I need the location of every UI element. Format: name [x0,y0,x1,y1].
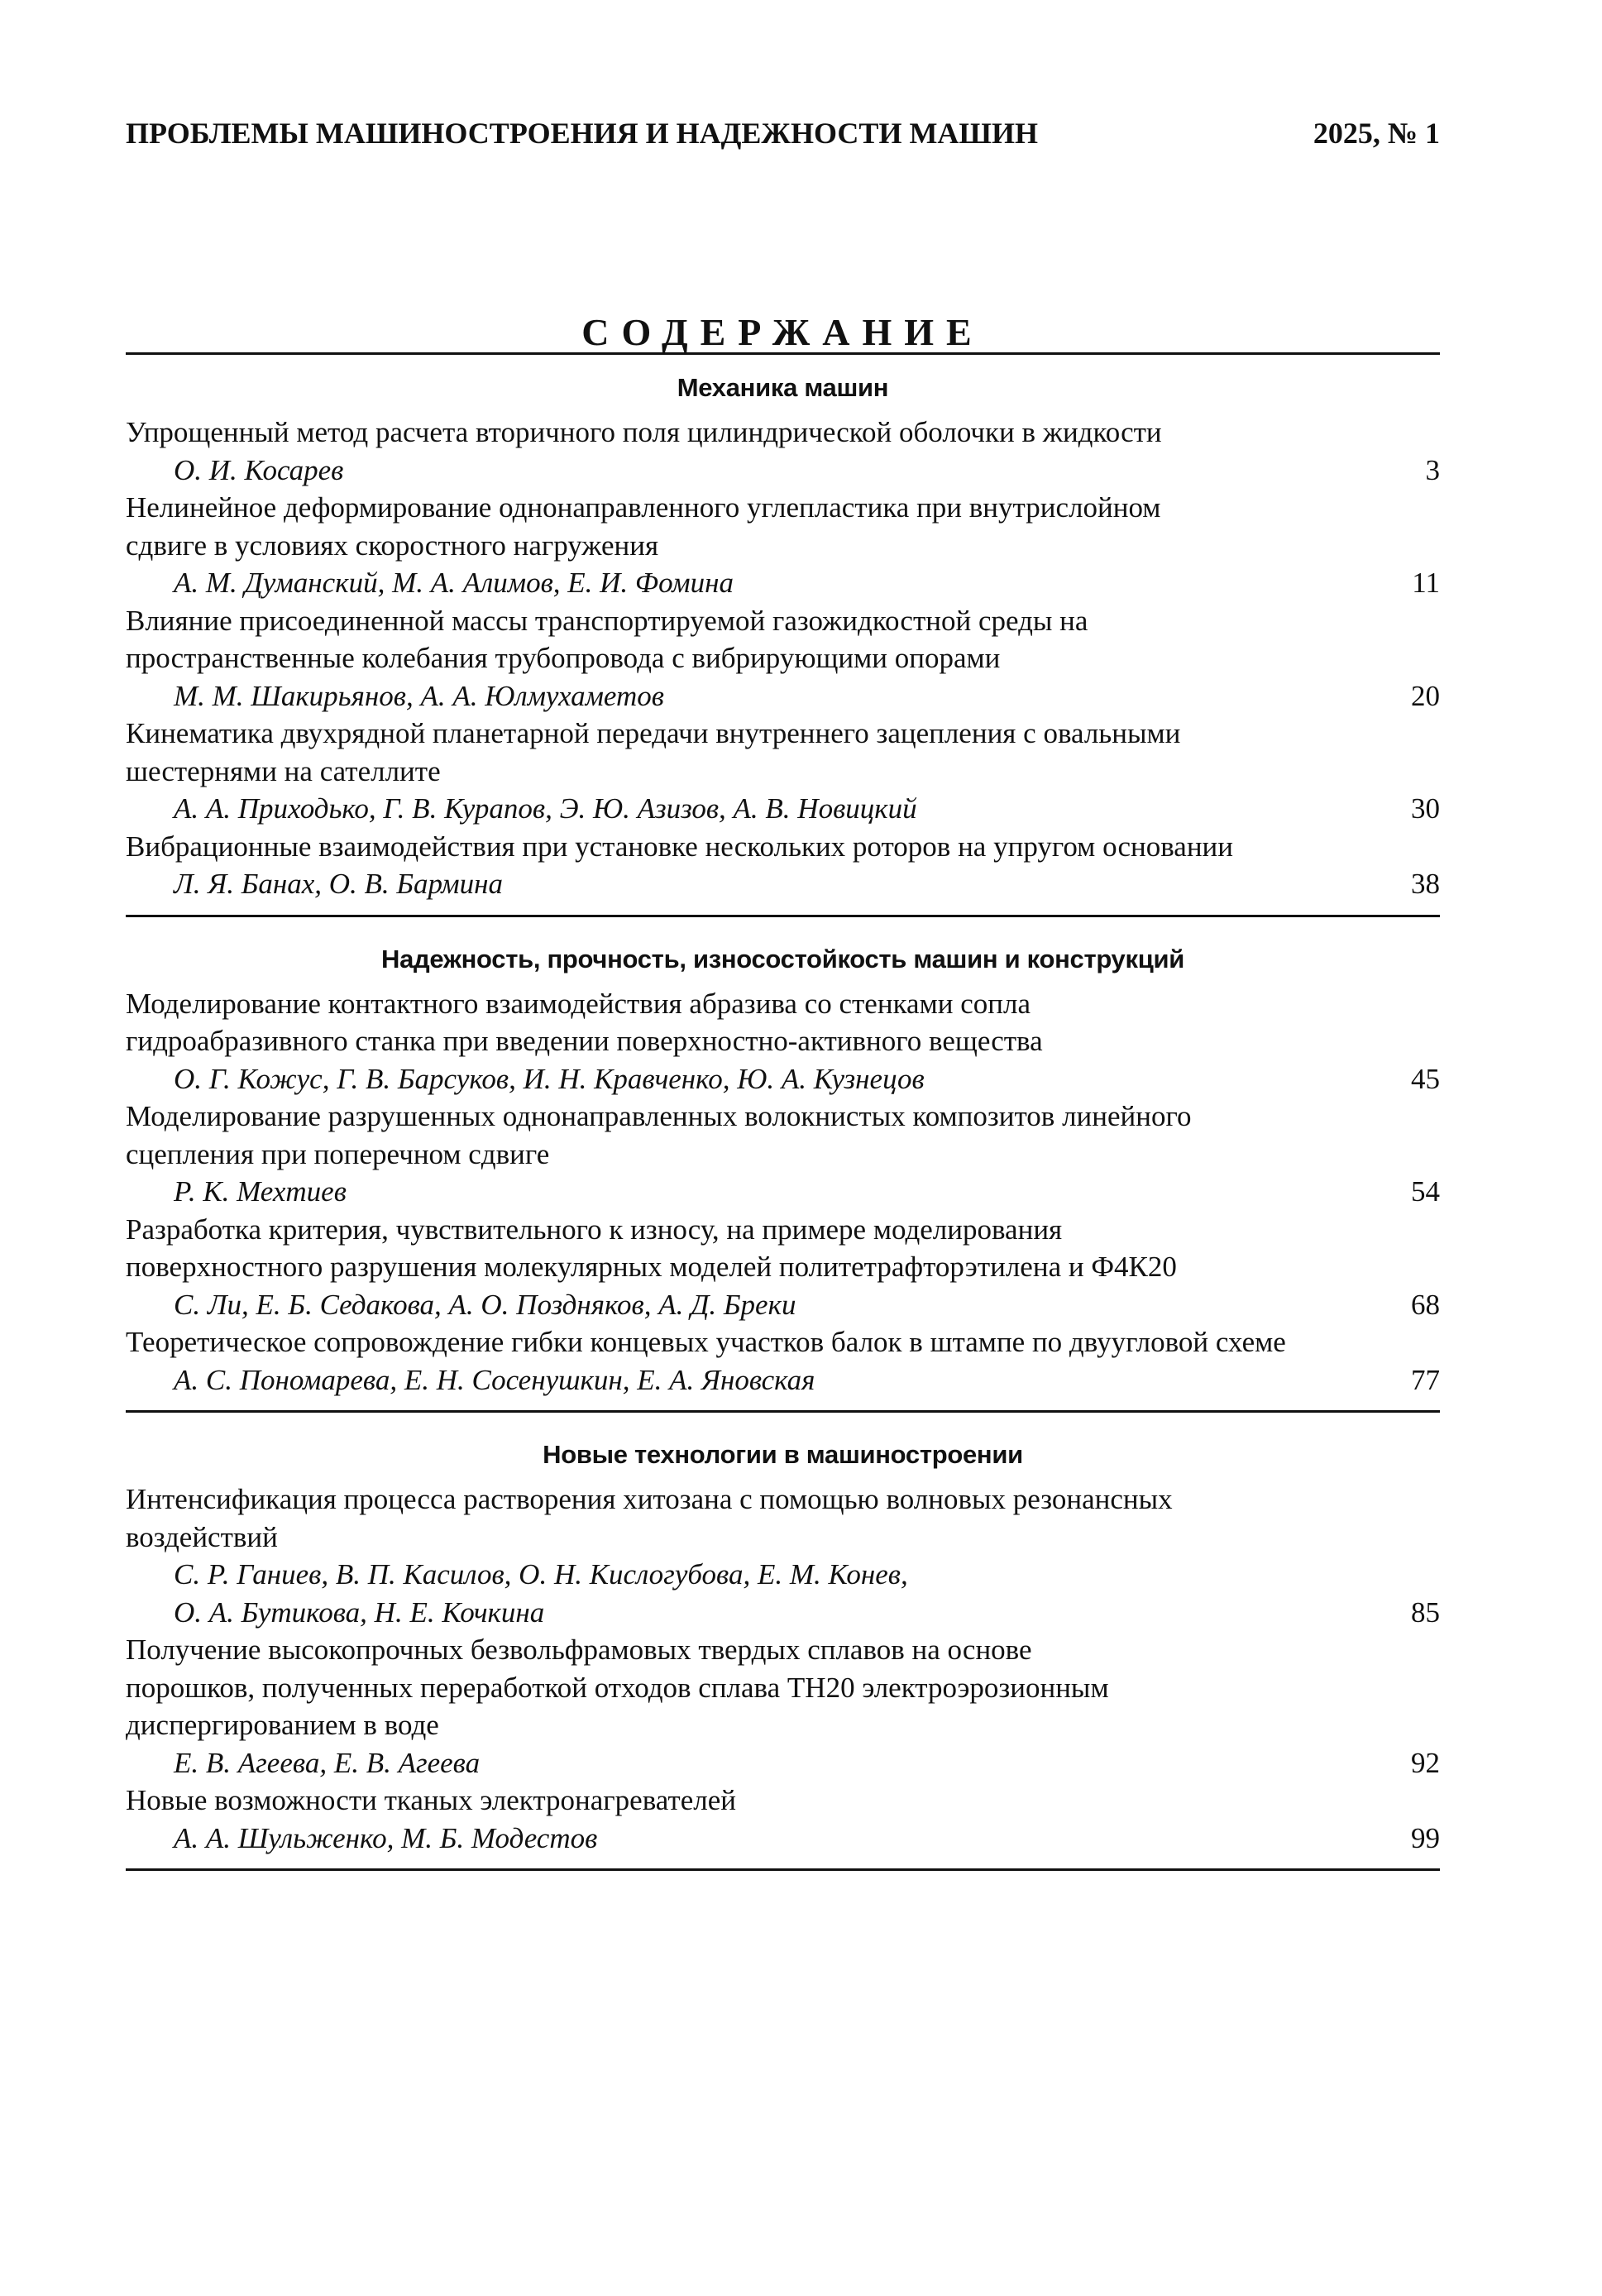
authors-row [126,1286,1440,1324]
section-title: Новые технологии в машиностроении [543,1440,1023,1469]
section-new-technologies [126,1437,1440,1871]
journal-title: ПРОБЛЕМЫ МАШИНОСТРОЕНИЯ И НАДЕЖНОСТИ МАШИН [126,117,1038,150]
toc-entry[interactable] [126,715,1440,828]
authors-row [126,452,1440,490]
heading-rule [126,352,1440,355]
page-number: 92 [1411,1746,1440,1779]
article-authors: С. Ли, Е. Б. Седакова, А. О. Поздняков, А. Д. Бреки [174,1288,796,1321]
authors-row [126,1556,1440,1631]
page-number: 85 [1411,1595,1440,1629]
issue-number: 2025, № 1 [1313,117,1440,150]
page-number: 68 [1411,1288,1440,1321]
running-head [126,112,1440,154]
article-authors: А. А. Шульженко, М. Б. Модестов [174,1821,598,1854]
page-number: 45 [1411,1062,1440,1095]
toc-entry[interactable] [126,828,1440,903]
section-rule [126,1410,1440,1413]
article-authors: Е. В. Агеева, Е. В. Агеева [174,1746,481,1779]
authors-row [126,1173,1440,1211]
page-number: 38 [1411,868,1440,900]
section-rule [126,915,1440,917]
authors-row [126,1361,1440,1399]
toc-entry[interactable] [126,1211,1440,1324]
toc-entry[interactable] [126,1323,1440,1399]
toc-entry[interactable] [126,414,1440,489]
article-authors: А. М. Думанский, М. А. Алимов, Е. И. Фомина [174,567,734,599]
article-title: Упрощенный метод расчета вторичного поля цилиндрической оболочки в жидкости [126,416,1162,448]
article-authors: М. М. Шакирьянов, А. А. Юлмухаметов [174,679,664,712]
authors-row [126,790,1440,828]
toc-entry[interactable] [126,1782,1440,1857]
article-title: Получение высокопрочных безвольфрамовых твердых сплавов на основе порошков, полученных переработкой отходов сплава ТН20 электроэрозионным диспергированием в воде [126,1634,1109,1741]
authors-row [126,865,1440,903]
page-number: 54 [1411,1175,1440,1208]
authors-row [126,1820,1440,1858]
page-number: 20 [1411,679,1440,712]
authors-row [126,1060,1440,1098]
article-authors: С. Р. Ганиев, В. П. Касилов, О. Н. Кислогубова, Е. М. Конев, О. А. Бутикова, Н. Е. Кочкина [174,1558,908,1629]
authors-row [126,564,1440,602]
article-authors: О. Г. Кожус, Г. В. Барсуков, И. Н. Кравченко, Ю. А. Кузнецов [174,1062,925,1095]
article-title: Моделирование разрушенных однонаправленных волокнистых композитов линейного сцепления при поперечном сдвиге [126,1100,1192,1170]
article-title: Разработка критерия, чувствительного к износу, на примере моделирования поверхностного разрушения молекулярных моделей политетрафторэтилена и Ф4К20 [126,1213,1177,1283]
authors-row [126,1744,1440,1782]
article-title: Влияние присоединенной массы транспортируемой газожидкостной среды на пространственные колебания трубопровода с вибрирующими опорами [126,604,1088,674]
toc-entry[interactable] [126,985,1440,1098]
authors-row [126,677,1440,715]
article-title: Нелинейное деформирование однонаправленного углепластика при внутрислойном сдвиге в условиях скоростного нагружения [126,491,1161,562]
page-number: 3 [1425,453,1440,486]
article-title: Теоретическое сопровождение гибки концевых участков балок в штампе по двуугловой схеме [126,1326,1286,1358]
article-authors: А. С. Пономарева, Е. Н. Сосенушкин, Е. А. Яновская [174,1363,815,1396]
toc-entry[interactable] [126,1631,1440,1782]
table-of-contents [126,371,1440,1871]
article-authors: А. А. Приходько, Г. В. Курапов, Э. Ю. Азизов, А. В. Новицкий [174,792,917,825]
section-reliability [126,942,1440,1413]
article-authors: Л. Я. Банах, О. В. Бармина [174,868,504,900]
page-number: 77 [1411,1363,1440,1396]
article-title: Моделирование контактного взаимодействия абразива со стенками сопла гидроабразивного станка при введении поверхностно-активного вещества [126,987,1043,1057]
toc-entry[interactable] [126,602,1440,715]
section-mechanics [126,371,1440,917]
article-title: Новые возможности тканых электронагревателей [126,1784,736,1816]
article-authors: О. И. Косарев [174,453,344,486]
page-number: 30 [1411,792,1440,825]
section-title: Надежность, прочность, износостойкость машин и конструкций [381,944,1184,973]
article-title: Вибрационные взаимодействия при установке нескольких роторов на упругом основании [126,830,1234,863]
article-title: Кинематика двухрядной планетарной передачи внутреннего зацепления с овальными шестернями на сателлите [126,717,1181,787]
toc-entry[interactable] [126,489,1440,602]
article-title: Интенсификация процесса растворения хитозана с помощью волновых резонансных воздействий [126,1483,1173,1553]
section-rule [126,1868,1440,1871]
section-title: Механика машин [677,373,889,402]
toc-entry[interactable] [126,1480,1440,1631]
toc-entry[interactable] [126,1098,1440,1211]
article-authors: Р. К. Мехтиев [174,1175,347,1208]
page-number: 99 [1411,1821,1440,1854]
page-number: 11 [1412,567,1440,599]
contents-heading: СОДЕРЖАНИЕ [581,311,984,353]
